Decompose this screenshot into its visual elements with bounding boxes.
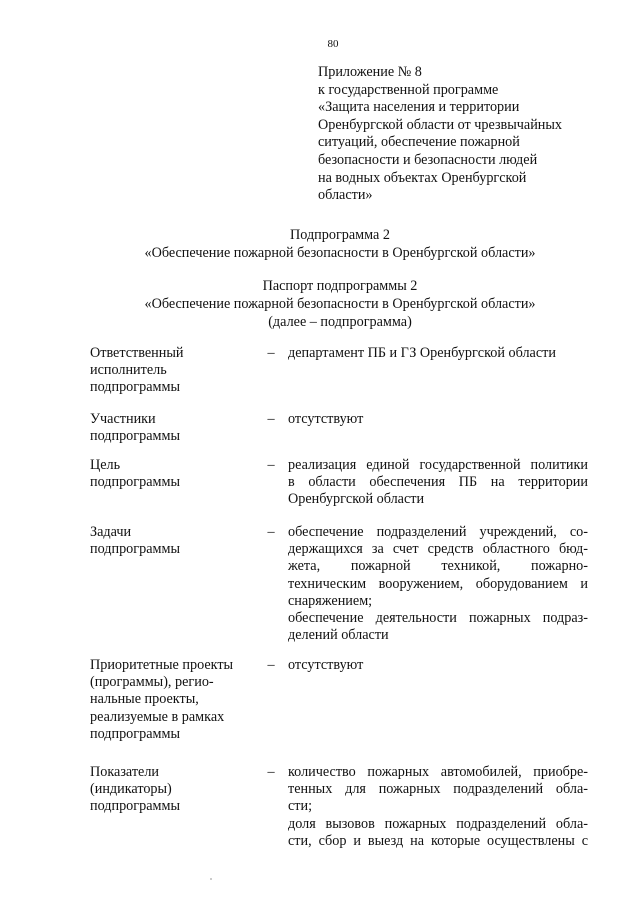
appendix-line: на водных объектах Оренбургской [318, 169, 527, 186]
row-label [90, 345, 250, 397]
row-label-line: подпрограммы [90, 725, 180, 742]
passport-note: (далее – подпрограмма) [268, 314, 412, 330]
row-value-line: обеспечение подразделений учреждений, со- [288, 524, 588, 540]
row-value-line: обеспечение деятельности пожарных подраз- [288, 610, 588, 627]
row-label [90, 657, 250, 743]
row-label-line: Ответственный [90, 345, 184, 361]
row-value [288, 345, 588, 362]
row-value-line: департамент ПБ и ГЗ Оренбургской области [288, 345, 556, 361]
row-dash: – [267, 345, 275, 361]
row-label-line: Цель [90, 457, 121, 473]
row-value-line: делений области [288, 627, 389, 644]
row-label-line: исполнитель [90, 362, 167, 379]
row-value-line: отсутствуют [288, 657, 364, 673]
row-value [288, 764, 588, 850]
scan-speck [210, 878, 212, 880]
passport-name: «Обеспечение пожарной безопасности в Оренбургской области» [144, 296, 536, 312]
row-dash: – [267, 457, 275, 473]
row-value-line: держащихся за счет средств областного бюд- [288, 541, 588, 558]
appendix-line: к государственной программе [318, 81, 499, 98]
row-label-line: реализуемые в рамках [90, 708, 225, 725]
row-value [288, 457, 588, 509]
row-value [288, 524, 588, 644]
appendix-line: области» [318, 187, 373, 204]
subprogram-title: Подпрограмма 2 [290, 227, 390, 243]
subprogram-heading [60, 226, 620, 262]
appendix-line: «Защита населения и территории [318, 99, 520, 116]
subprogram-name: «Обеспечение пожарной безопасности в Оренбургской области» [144, 245, 536, 261]
row-label-line: Показатели [90, 764, 160, 780]
row-value [288, 657, 588, 674]
row-value-line: снаряжением; [288, 592, 373, 609]
row-value-line: жета, пожарной техникой, пожарно- [288, 558, 588, 575]
row-value-line: доля вызовов пожарных подразделений обла- [288, 815, 588, 832]
page-number: 80 [327, 38, 339, 50]
appendix-line: Приложение № 8 [318, 64, 422, 80]
row-label-line: нальные проекты, [90, 691, 199, 708]
row-value [288, 411, 588, 428]
row-label-line: подпрограммы [90, 541, 180, 558]
row-dash: – [267, 524, 275, 540]
row-dash: – [267, 657, 275, 673]
appendix-line: безопасности и безопасности людей [318, 151, 538, 168]
row-label-line: подпрограммы [90, 379, 180, 396]
row-label [90, 411, 250, 445]
row-label-line: подпрограммы [90, 428, 180, 445]
row-value-line: сти, сбор и выезд на которые осуществлены с [288, 832, 588, 849]
row-label-line: (индикаторы) [90, 781, 172, 798]
row-value-line: отсутствуют [288, 411, 364, 427]
row-value-line: сти; [288, 798, 313, 815]
row-value-line: тенных для пожарных подразделений обла- [288, 781, 588, 798]
row-value-line: в области обеспечения ПБ на территории [288, 474, 588, 491]
passport-title: Паспорт подпрограммы 2 [262, 278, 418, 294]
row-label [90, 524, 250, 558]
row-label-line: (программы), регио- [90, 674, 214, 691]
row-label-line: Участники [90, 411, 156, 427]
row-label-line: Задачи [90, 524, 132, 540]
row-label-line: подпрограммы [90, 798, 180, 815]
row-value-line: количество пожарных автомобилей, приобре- [288, 764, 588, 780]
row-value-line: техническим вооружением, оборудованием и [288, 575, 588, 592]
row-label-line: подпрограммы [90, 474, 180, 491]
appendix-line: Оренбургской области от чрезвычайных [318, 116, 563, 133]
row-value-line: реализация единой государственной политики [288, 457, 588, 473]
appendix-line: ситуаций, обеспечение пожарной [318, 134, 520, 151]
row-label-line: Приоритетные проекты [90, 657, 234, 673]
row-value-line: Оренбургской области [288, 491, 425, 508]
row-label [90, 764, 250, 816]
row-label [90, 457, 250, 491]
appendix-block [318, 64, 618, 205]
passport-heading [60, 277, 620, 331]
row-dash: – [267, 411, 275, 427]
row-dash: – [267, 764, 275, 780]
